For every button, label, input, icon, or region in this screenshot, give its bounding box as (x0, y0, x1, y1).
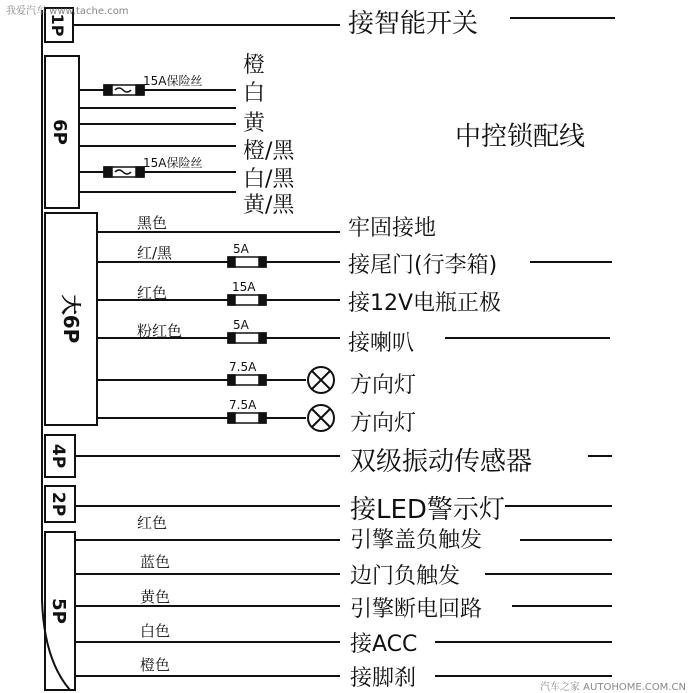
central-lock-title: 中控锁配线 (455, 122, 586, 152)
big6p-wire-color-red: 红色 (137, 284, 168, 302)
target-tailgate: 接尾门(行李箱) (348, 253, 498, 278)
wire-color-orange-black: 橙/黑 (243, 139, 295, 164)
target-turn-signal-1: 方向灯 (350, 373, 417, 398)
target-turn-signal-2: 方向灯 (350, 411, 417, 436)
connector-big6p-label: 大6P (59, 294, 83, 344)
connector-4p-label: 4P (48, 443, 68, 469)
fuse-icon-6p-1 (104, 85, 144, 95)
wire-color-white: 白 (243, 81, 266, 106)
watermark-bottom: 汽车之家 AUTOHOME.COM.CN (540, 682, 686, 693)
smart-switch-label: 接智能开关 (348, 9, 479, 39)
target-door-trigger: 边门负触发 (350, 564, 461, 589)
sensor-label: 双级振动传感器 (350, 447, 533, 477)
fuse-rating-5a-2: 5A (233, 318, 249, 332)
turn-lamp-icon-2 (308, 405, 334, 431)
fuse-label-2: 15A保险丝 (143, 156, 203, 170)
connector-6p-label: 6P (49, 119, 70, 145)
connector-1p-label: 1P (48, 13, 67, 37)
harness-outline (42, 10, 70, 690)
target-engine-cutoff: 引擎断电回路 (350, 597, 483, 622)
target-horn: 接喇叭 (348, 331, 415, 356)
fuse-rating-7-5a-1: 7.5A (229, 360, 257, 374)
wire-color-orange: 橙 (243, 53, 266, 78)
wire-color-white-black: 白/黑 (243, 167, 295, 192)
connector-2p-label: 2P (48, 491, 68, 517)
target-battery-positive: 接12V电瓶正极 (348, 291, 502, 316)
5p-wire-color-white: 白色 (140, 622, 171, 640)
fuse-icon-6p-2 (104, 167, 144, 177)
fuse-icon-5a-1 (228, 257, 266, 267)
big6p-wire-color-pink: 粉红色 (137, 322, 183, 340)
fuse-icon-7-5a-2 (228, 413, 266, 423)
wire-color-yellow-black: 黄/黑 (243, 193, 295, 218)
fuse-label-1: 15A保险丝 (143, 74, 203, 88)
5p-wire-color-blue: 蓝色 (140, 553, 171, 571)
fuse-rating-5a-1: 5A (233, 242, 249, 256)
fuse-rating-7-5a-2: 7.5A (229, 398, 257, 412)
turn-lamp-icon-1 (308, 367, 334, 393)
fuse-icon-5a-2 (228, 333, 266, 343)
5p-wire-color-yellow: 黄色 (140, 588, 171, 606)
led-label: 接LED警示灯 (350, 495, 505, 525)
target-acc: 接ACC (350, 632, 418, 657)
connector-5p-label: 5P (48, 598, 69, 624)
wire-color-yellow: 黄 (243, 111, 266, 136)
big6p-wire-color-red-black: 红/黑 (137, 244, 173, 262)
target-ground: 牢固接地 (348, 216, 437, 241)
target-hood-trigger: 引擎盖负触发 (350, 528, 483, 553)
5p-wire-color-red: 红色 (137, 514, 168, 532)
fuse-icon-7-5a-1 (228, 375, 266, 385)
fuse-rating-15a: 15A (232, 280, 256, 294)
watermark-top: 我爱汽车 www.tache.com (6, 6, 129, 17)
fuse-icon-15a (228, 295, 266, 305)
big6p-wire-color-black: 黑色 (137, 214, 168, 232)
target-foot-brake: 接脚刹 (350, 666, 417, 691)
5p-wire-color-orange: 橙色 (140, 656, 171, 674)
